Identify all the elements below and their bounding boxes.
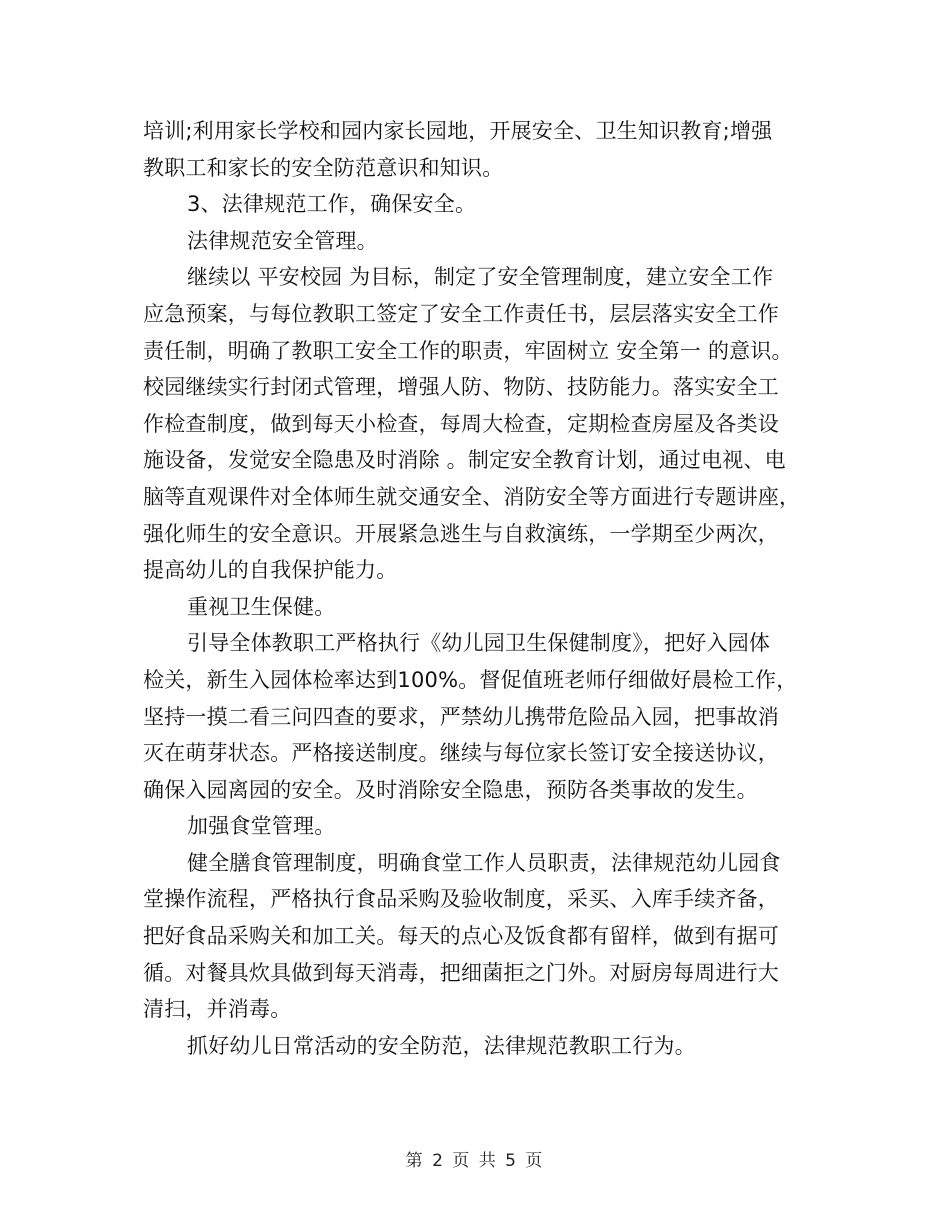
text-line: 检关，新生入园体检率达到100%。督促值班老师仔细做好晨检工作， [143,667,798,692]
text-line: 施设备，发觉安全隐患及时消除 。制定安全教育计划，通过电视、电 [143,448,786,473]
subsection-heading: 加强食堂管理。 [187,814,336,839]
text-line: 提高幼儿的自我保护能力。 [143,558,398,583]
body-text [143,113,805,1064]
text-line: 灭在萌芽状态。严格接送制度。继续与每位家长签订安全接送协议， [143,741,779,766]
text-line: 清扫，并消毒。 [143,997,292,1022]
section-heading: 3、法律规范工作，确保安全。 [187,192,477,217]
paragraph-start: 继续以 平安校园 为目标，制定了安全管理制度，建立安全工作 [187,265,774,290]
text-line: 坚持一摸二看三问四查的要求，严禁幼儿携带危险品入园，把事故消 [143,704,779,729]
text-line: 把好食品采购关和加工关。每天的点心及饭食都有留样，做到有据可 [143,924,779,949]
text-line: 作检查制度，做到每天小检查，每周大检查，定期检查房屋及各类设 [143,411,779,436]
text-line: 校园继续实行封闭式管理，增强人防、物防、技防能力。落实安全工 [143,375,779,400]
subsection-heading: 法律规范安全管理。 [187,228,378,253]
text-line: 确保入园离园的安全。及时消除安全隐患，预防各类事故的发生。 [143,777,758,802]
paragraph-start: 引导全体教职工严格执行《幼儿园卫生保健制度》，把好入园体 [187,631,771,656]
text-line: 培训;利用家长学校和园内家长园地，开展安全、卫生知识教育;增强 [143,119,773,143]
text-line: 强化师生的安全意识。开展紧急逃生与自救演练，一学期至少两次， [143,521,779,546]
subsection-heading: 重视卫生保健。 [187,594,336,619]
text-line: 责任制，明确了教职工安全工作的职责，牢固树立 安全第一 的意识。 [143,338,793,363]
text-line: 堂操作流程，严格执行食品采购及验收制度，采买、入库手续齐备， [143,887,779,912]
text-line: 循。对餐具炊具做到每天消毒，把细菌拒之门外。对厨房每周进行大 [143,960,779,985]
text-line: 应急预案，与每位教职工签定了安全工作责任书，层层落实安全工作 [143,301,779,326]
page-number-footer: 第 2 页 共 5 页 [405,1151,545,1171]
subsection-heading: 抓好幼儿日常活动的安全防范，法律规范教职工行为。 [187,1033,696,1058]
text-line: 教职工和家长的安全防范意识和知识。 [143,155,504,180]
paragraph-start: 健全膳食管理制度，明确食堂工作人员职责，法律规范幼儿园食 [187,850,781,875]
text-line: 脑等直观课件对全体师生就交通安全、消防安全等方面进行专题讲座， [143,484,801,509]
